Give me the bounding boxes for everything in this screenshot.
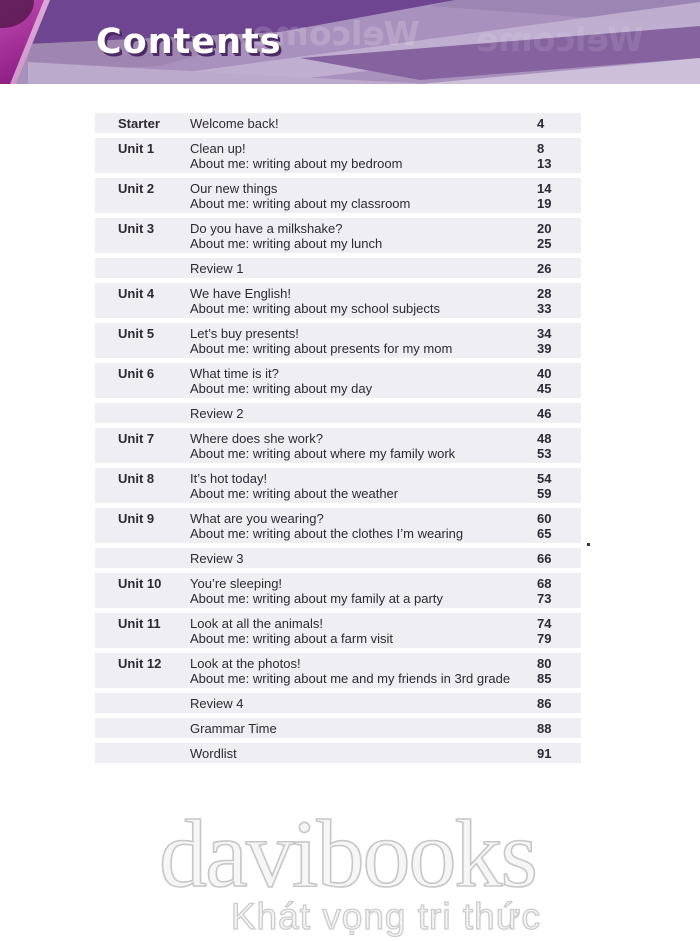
toc-line [190, 341, 581, 356]
toc-lines [190, 696, 581, 711]
toc-entry-page: 59 [537, 485, 552, 501]
toc-lines [190, 431, 581, 461]
toc-row [95, 718, 581, 738]
toc-entry-page: 65 [537, 525, 552, 541]
toc-row [95, 468, 581, 503]
toc-row [95, 653, 581, 688]
toc-entry-title: About me: writing about my classroom [190, 195, 411, 211]
toc-entry-page: 40 [537, 365, 552, 381]
toc-line [190, 721, 581, 736]
toc-entry-page: 73 [537, 590, 552, 606]
toc-line [190, 486, 581, 501]
watermark-brand: davibooks [159, 800, 536, 907]
toc-unit-label: Starter [118, 115, 160, 131]
toc-line [190, 471, 581, 486]
toc-row [95, 323, 581, 358]
toc-entry-page: 53 [537, 445, 552, 461]
toc-entry-title: Our new things [190, 180, 278, 196]
toc-lines [190, 746, 581, 761]
toc-line [190, 746, 581, 761]
toc-row [95, 218, 581, 253]
toc-entry-title: Welcome back! [190, 115, 279, 131]
toc-entry-title: Grammar Time [190, 720, 277, 736]
toc-entry-title: About me: writing about my family at a party [190, 590, 443, 606]
toc-line [190, 366, 581, 381]
toc-entry-page: 39 [537, 340, 552, 356]
toc-row [95, 508, 581, 543]
toc-entry-page: 86 [537, 695, 552, 711]
toc-line [190, 141, 581, 156]
toc-lines [190, 116, 581, 131]
toc-entry-title: About me: writing about where my family work [190, 445, 456, 461]
toc-row [95, 693, 581, 713]
toc-entry-title: About me: writing about a farm visit [190, 630, 394, 646]
toc-entry-title: Review 1 [190, 260, 244, 276]
toc-entry-title: About me: writing about presents for my mom [190, 340, 453, 356]
toc-row [95, 138, 581, 173]
toc-lines [190, 141, 581, 171]
toc-entry-page: 25 [537, 235, 552, 251]
toc-entry-title: About me: writing about the weather [190, 485, 399, 501]
toc-line [190, 576, 581, 591]
toc-entry-page: 74 [537, 615, 552, 631]
toc-entry-page: 91 [537, 745, 552, 761]
toc-entry-title: Look at all the animals! [190, 615, 323, 631]
toc-entry-page: 13 [537, 155, 552, 171]
toc-row [95, 283, 581, 318]
toc-entry-title: We have English! [190, 285, 291, 301]
toc-unit-label: Unit 7 [118, 430, 155, 446]
toc-lines [190, 471, 581, 501]
toc-unit-label: Unit 11 [118, 615, 161, 631]
toc-lines [190, 406, 581, 421]
toc-entry-page: 79 [537, 630, 552, 646]
toc-entry-title: Wordlist [190, 745, 237, 761]
toc-line [190, 511, 581, 526]
toc-entry-page: 28 [537, 285, 552, 301]
page-title: Contents [96, 22, 282, 62]
toc-entry-title: Review 4 [190, 695, 244, 711]
toc-row [95, 573, 581, 608]
toc-entry-page: 4 [537, 115, 545, 131]
toc-line [190, 446, 581, 461]
toc-entry-title: About me: writing about my lunch [190, 235, 383, 251]
toc-entry-page: 46 [537, 405, 552, 421]
toc-line [190, 236, 581, 251]
toc-lines [190, 261, 581, 276]
toc-entry-title: About me: writing about me and my friends in 3rd grade [190, 670, 511, 686]
toc-entry-page: 54 [537, 470, 552, 486]
toc-lines [190, 366, 581, 396]
toc-lines [190, 286, 581, 316]
toc-entry-page: 34 [537, 325, 552, 341]
toc-entry-page: 68 [537, 575, 552, 591]
header-banner [0, 0, 700, 84]
toc-row [95, 428, 581, 463]
toc-line [190, 431, 581, 446]
toc-entry-title: Let’s buy presents! [190, 325, 299, 341]
toc-line [190, 286, 581, 301]
toc-entry-title: About me: writing about the clothes I’m wearing [190, 525, 464, 541]
toc-lines [190, 326, 581, 356]
toc-lines [190, 551, 581, 566]
toc-unit-label: Unit 8 [118, 470, 155, 486]
toc-entry-title: About me: writing about my day [190, 380, 373, 396]
toc-entry-page: 20 [537, 220, 552, 236]
toc-entry-title: Review 3 [190, 550, 244, 566]
toc-entry-title: Do you have a milkshake? [190, 220, 343, 236]
toc-line [190, 616, 581, 631]
toc-entry-page: 66 [537, 550, 552, 566]
toc-line [190, 551, 581, 566]
toc-line [190, 656, 581, 671]
toc-entry-title: Clean up! [190, 140, 246, 156]
toc-line [190, 696, 581, 711]
toc-entry-title: You’re sleeping! [190, 575, 283, 591]
toc-line [190, 381, 581, 396]
toc-entry-title: Look at the photos! [190, 655, 301, 671]
toc-line [190, 671, 581, 686]
toc-line [190, 196, 581, 211]
toc-line [190, 116, 581, 131]
toc-unit-label: Unit 12 [118, 655, 162, 671]
toc-line [190, 326, 581, 341]
watermark [150, 800, 545, 937]
toc-line [190, 156, 581, 171]
toc-lines [190, 181, 581, 211]
toc-lines [190, 721, 581, 736]
toc-row [95, 613, 581, 648]
toc-unit-label: Unit 2 [118, 180, 155, 196]
toc-line [190, 591, 581, 606]
toc-lines [190, 576, 581, 606]
toc-entry-page: 26 [537, 260, 552, 276]
toc-lines [190, 616, 581, 646]
toc-entry-title: About me: writing about my school subjects [190, 300, 441, 316]
toc-lines [190, 511, 581, 541]
toc-entry-title: It’s hot today! [190, 470, 268, 486]
toc-row [95, 548, 581, 568]
toc-list [95, 113, 581, 763]
toc-unit-label: Unit 9 [118, 510, 155, 526]
toc-unit-label: Unit 1 [118, 140, 155, 156]
toc-row [95, 363, 581, 398]
toc-line [190, 181, 581, 196]
toc-entry-title: Review 2 [190, 405, 244, 421]
toc-row [95, 178, 581, 213]
toc-lines [190, 656, 581, 686]
toc-line [190, 631, 581, 646]
toc-entry-page: 80 [537, 655, 552, 671]
toc-unit-label: Unit 5 [118, 325, 155, 341]
toc-entry-title: About me: writing about my bedroom [190, 155, 403, 171]
toc-line [190, 221, 581, 236]
toc-entry-title: What are you wearing? [190, 510, 324, 526]
toc-row [95, 258, 581, 278]
toc-entry-page: 19 [537, 195, 552, 211]
toc-entry-page: 14 [537, 180, 552, 196]
toc-unit-label: Unit 4 [118, 285, 155, 301]
watermark-slogan: Khát vọng tri thức [230, 896, 541, 937]
toc-row [95, 403, 581, 423]
toc-entry-title: What time is it? [190, 365, 279, 381]
toc-unit-label: Unit 6 [118, 365, 155, 381]
toc-row [95, 743, 581, 763]
toc-entry-page: 85 [537, 670, 552, 686]
toc-unit-label: Unit 3 [118, 220, 155, 236]
toc-entry-page: 45 [537, 380, 552, 396]
toc-line [190, 301, 581, 316]
toc-line [190, 406, 581, 421]
toc-lines [190, 221, 581, 251]
toc-entry-title: Where does she work? [190, 430, 323, 446]
toc-entry-page: 8 [537, 140, 545, 156]
toc-entry-page: 33 [537, 300, 552, 316]
toc-entry-page: 88 [537, 720, 552, 736]
toc-line [190, 526, 581, 541]
scan-dust-speck [587, 543, 590, 546]
toc-line [190, 261, 581, 276]
toc-unit-label: Unit 10 [118, 575, 162, 591]
toc-row [95, 113, 581, 133]
toc-entry-page: 48 [537, 430, 552, 446]
toc-entry-page: 60 [537, 510, 552, 526]
